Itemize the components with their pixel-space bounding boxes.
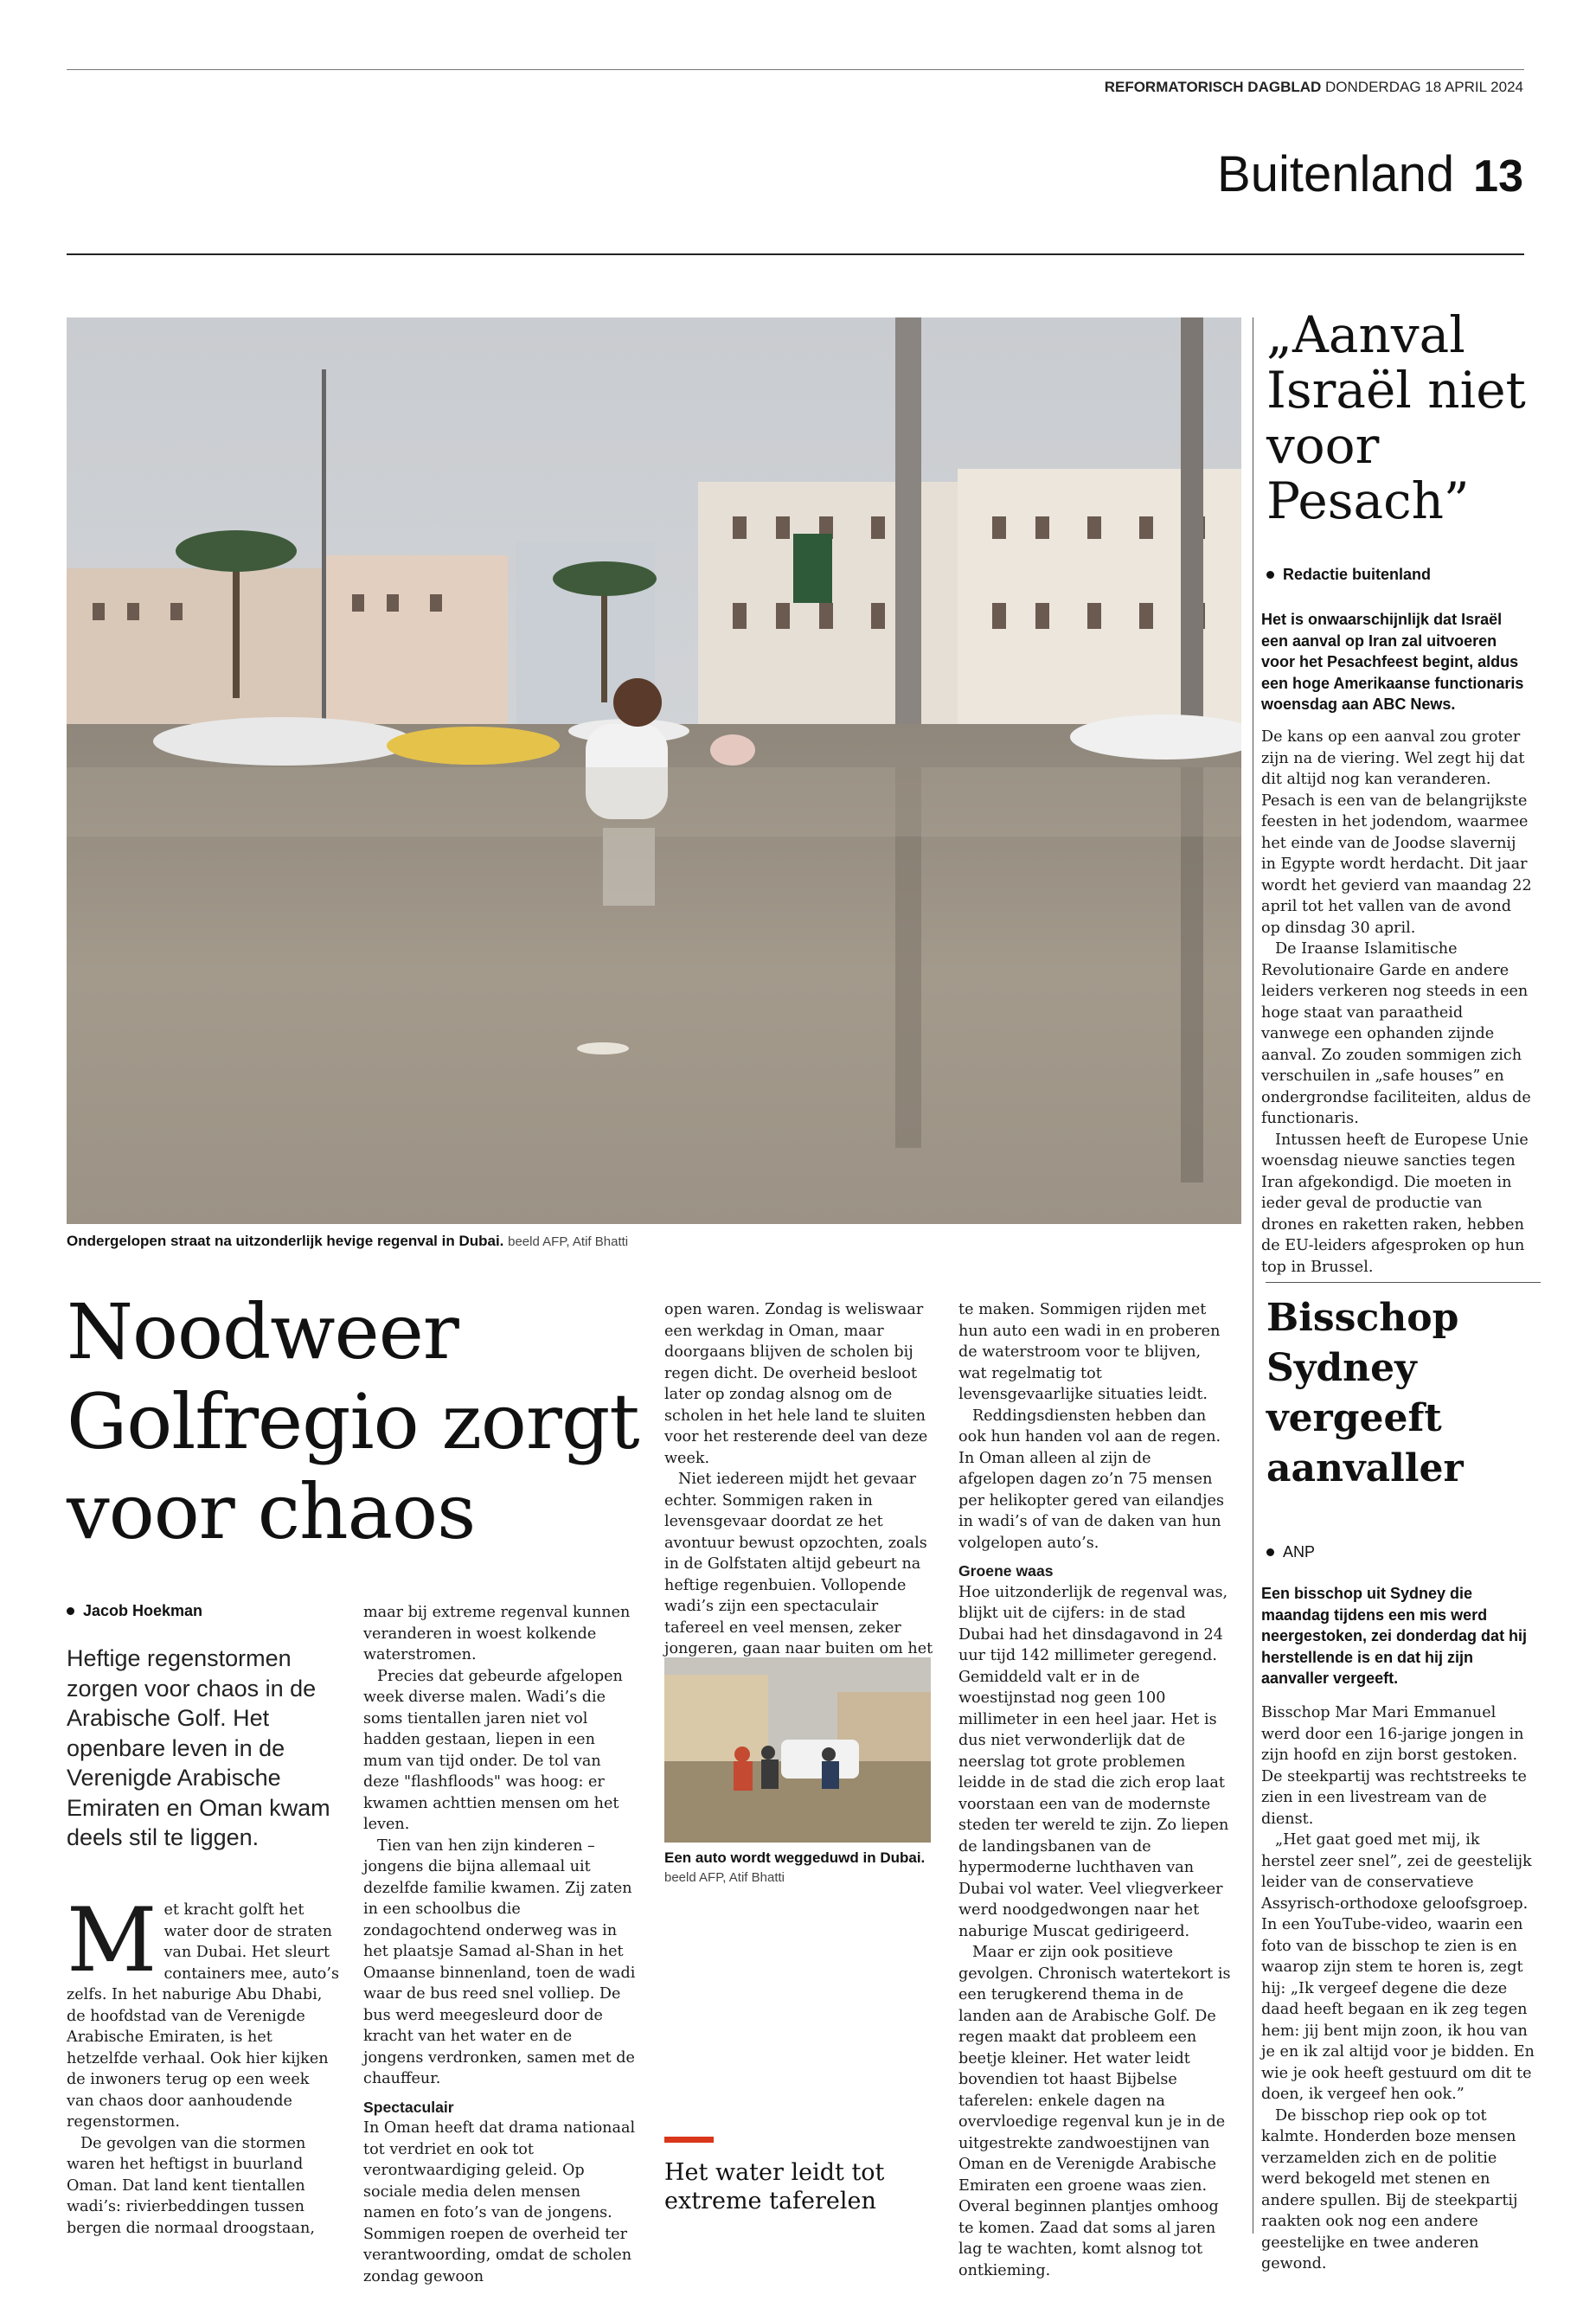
caption-text: Ondergelopen straat na uitzonderlijk hevige regenval in Dubai. (67, 1233, 504, 1249)
paragraph: De bisschop riep ook op tot kalmte. Honderden boze mensen verzamelden zich en de politie werd bekogeld met stenen en andere spullen. Bij de steekpartij raakten ook nog een andere geestelijke en twee anderen gewond. (1261, 2106, 1518, 2272)
sidebar1-byline (1266, 566, 1431, 584)
paragraph: Niet iedereen mijdt het gevaar echter. Sommigen raken in levensgevaar doordat ze het avontuur bewust opzochten, zoals in de Golfstaten altijd gebeurt na heftige regenbuien. Vollopende wadi’s zijn een spectaculair tafereel en veel mensen, zeker jongeren, gaan naar buiten om het (664, 1471, 933, 1657)
section-name: Buitenland (1217, 146, 1455, 202)
paragraph: open waren. Zondag is weliswaar een werkdag in Oman, maar doorgaans blijven de scholen bij regen dicht. De overheid besloot later op zondag alsnog om de scholen in het hele land te sluiten voor het resterende deel van deze week. (664, 1301, 928, 1467)
sidebar2-author: ANP (1283, 1543, 1316, 1561)
header-rule (67, 253, 1524, 255)
main-photo (67, 317, 1241, 1224)
bullet-icon (1266, 571, 1274, 579)
subheading: Groene waas (958, 1562, 1054, 1580)
top-rule (67, 69, 1524, 70)
article-column-2 (363, 1602, 637, 2287)
inset-photo (664, 1657, 931, 1843)
article-headline: Noodweer Golfregio zorgt voor chaos (67, 1287, 639, 1556)
paragraph: De gevolgen van die stormen waren het heftigst in buurland Oman. Dat land kent tientallen wadi’s: rivierbeddingen tussen bergen die normaal droogstaan, (67, 2134, 315, 2237)
paragraph: Precies dat gebeurde afgelopen week diverse malen. Wadi’s die soms tientallen jaren niet vol hadden gestaan, liepen in een mum van tijd onder. De tol van deze "flashfloods" was hoog: er kwamen achttien mensen om het leven. (363, 1667, 623, 1833)
paragraph: Tien van hen zijn kinderen – jongens die bijna allemaal uit dezelfde familie kwamen. Zij zaten in een schoolbus die zondagochtend onderweg was in het plaatsje Samad al-Shan in het Omaanse binnenland, toen de wadi waar de bus reed snel volliep. De bus werd meegesleurd door de kracht van het water en de jongens verdronken, samen met de chauffeur. (363, 1836, 636, 2087)
paragraph: te maken. Sommigen rijden met hun auto een wadi in en proberen de waterstroom voor te blijven, wat regelmatig tot levensgevaarlijke situaties leidt. (958, 1301, 1221, 1403)
pull-quote-accent (664, 2137, 714, 2143)
article-column-1 (67, 1889, 340, 2239)
inset-caption-text: Een auto wordt weggeduwd in Dubai. (664, 1849, 926, 1866)
article-intro: Heftige regenstormen zorgen voor chaos in de Arabische Golf. Het openbare leven in de Verenigde Arabische Emiraten en Oman kwam deels stil te liggen. (67, 1645, 330, 1850)
sidebar2-title: Bisschop Sydney vergeeft aanvaller (1266, 1296, 1464, 1490)
subheading: Spectaculair (363, 2098, 454, 2116)
paragraph: In Oman heeft dat drama nationaal tot verdriet en ook tot verontwaardiging geleid. Op sociale media delen mensen namen en foto’s van de jongens. Sommigen roepen de overheid ter verantwoording, omdat de scholen zondag gewoon (363, 2119, 636, 2285)
issue-date: DONDERDAG 18 APRIL 2024 (1325, 79, 1523, 95)
paragraph: Maar er zijn ook positieve gevolgen. Chronisch watertekort is een terugkerend thema in de landen aan de Arabische Golf. De regen maakt dat probleem een beetje kleiner. Het water leidt bovendien tot haast Bijbelse taferelen: enkele dagen na overvloedige regenval kun je in de uitgestrekte zandwoestijnen van Oman en de Verenigde Arabische Emiraten een groene waas zien. Overal beginnen plantjes omhoog te komen. Zaad dat soms al jaren lag te wachten, komt alsnog tot ontkieming. (958, 1944, 1231, 2279)
paragraph: Bisschop Mar Mari Emmanuel werd door een 16-jarige jongen in zijn hoofd en zijn borst gestoken. De steekpartij was rechtstreeks te zien in een livestream van de dienst. (1261, 1704, 1527, 1828)
sidebar-divider (1266, 1282, 1541, 1283)
paragraph: Hoe uitzonderlijk de regenval was, blijkt uit de cijfers: in de stad Dubai had het dinsdagavond in 24 uur tijd 142 millimeter geregend. Gemiddeld valt er in de woestijnstad nog geen 100 millimeter in een heel jaar. Het is dus niet verwonderlijk dat de neerslag tot grote problemen leidde in de stad die zich erop laat voorstaan een van de modernste steden ter wereld te zijn. Zo liepen de landingsbanen van de hypermoderne luchthaven van Dubai vol water. Veel vliegverkeer werd noodgedwongen naar het naburige Muscat gedirigeerd. (958, 1583, 1229, 1940)
inset-caption (664, 1849, 939, 1888)
drop-cap: M (67, 1889, 157, 1992)
paragraph: maar bij extreme regenval kunnen veranderen in woest kolkende waterstromen. (363, 1604, 631, 1663)
paragraph-text: et kracht golft het water door de straten van Dubai. Het sleurt containers mee, auto’s zelfs. In het naburige Abu Dhabi, de hoofdstad van de Verenigde Arabische Emiraten, is het hetzelfde verhaal. Ook hier kijken de inwoners terug op een week van chaos door aanhoudende regenstormen. (67, 1901, 339, 2131)
bullet-icon (67, 1607, 74, 1615)
paragraph: Reddingsdiensten hebben dan ook hun handen vol aan de regen. In Oman alleen al zijn de afgelopen dagen zo’n 75 mensen per helikopter gered van eilandjes in wadi’s of van de daken van hun volgelopen auto’s. (958, 1407, 1225, 1552)
paragraph: „Het gaat goed met mij, ik herstel zeer snel”, zei de geestelijk leider van de conservatieve Assyrisch-orthodoxe geloofsgroep. In een YouTube-video, waarin een foto van de bisschop te zien is en waarop zijn stem te horen is, zegt hij: „Ik vergeef degene die deze daad heeft begaan en ik zeg tegen hem: jij bent mijn zoon, ik hou van je en ik zal altijd voor je bidden. En wie je ook heeft gestuurd om dit te doen, ik vergeef hen ook.” (1261, 1831, 1535, 2103)
sidebar2-body (1261, 1702, 1535, 2275)
sidebar1-body (1261, 727, 1535, 1278)
article-author: Jacob Hoekman (83, 1602, 203, 1619)
article-column-3 (664, 1299, 938, 1681)
main-photo-caption (67, 1233, 1241, 1250)
pull-quote: Het water leidt tot extreme taferelen (664, 2159, 885, 2214)
caption-credit: beeld AFP, Atif Bhatti (508, 1234, 629, 1249)
sidebar1-author: Redactie buitenland (1283, 566, 1432, 583)
paragraph: De kans op een aanval zou groter zijn na de viering. Wel zegt hij dat dit altijd nog kan veranderen. Pesach is een van de belangrijkste feesten in het jodendom, waarmee het einde van de Joodse slavernij in Egypte wordt herdacht. Dit jaar wordt het gevierd van maandag 22 april tot het vallen van de avond op dinsdag 30 april. (1261, 728, 1532, 937)
sidebar1-lead: Het is onwaarschijnlijk dat Israël een aanval op Iran zal uitvoeren voor het Pesachfeest begint, aldus een hoge Amerikaanse functionaris woensdag aan ABC News. (1261, 611, 1524, 713)
paragraph: Intussen heeft de Europese Unie woensdag nieuwe sancties tegen Iran afgekondigd. Die moeten in ieder geval de productie van drones en raketten raken, hebben de EU-leiders afgesproken op hun top in Brussel. (1261, 1131, 1529, 1276)
paragraph: De Iraanse Islamitische Revolutionaire Garde en andere leiders verkeren nog steeds in een hoge staat van paraatheid vanwege een ophanden zijnde aanval. Zo zouden sommigen zich verschuilen in „safe houses” en ondergrondse faciliteiten, aldus de functionaris. (1261, 940, 1531, 1127)
paragraph (67, 1889, 340, 2133)
section-header (1217, 145, 1523, 203)
sidebar2-byline (1266, 1543, 1315, 1561)
masthead (1105, 79, 1523, 96)
article-column-4 (958, 1299, 1232, 2281)
bullet-icon (1266, 1548, 1274, 1556)
inset-caption-credit: beeld AFP, Atif Bhatti (664, 1870, 785, 1885)
article-byline (67, 1602, 202, 1620)
sidebar1-title: „Aanval Israël niet voor Pesach” (1266, 305, 1526, 530)
page-number: 13 (1473, 151, 1523, 202)
sidebar2-lead: Een bisschop uit Sydney die maandag tijdens een mis werd neergestoken, zei donderdag dat hij herstellende is en dat hij zijn aanvaller vergeeft. (1261, 1585, 1528, 1687)
paper-name: REFORMATORISCH DAGBLAD (1104, 79, 1322, 95)
